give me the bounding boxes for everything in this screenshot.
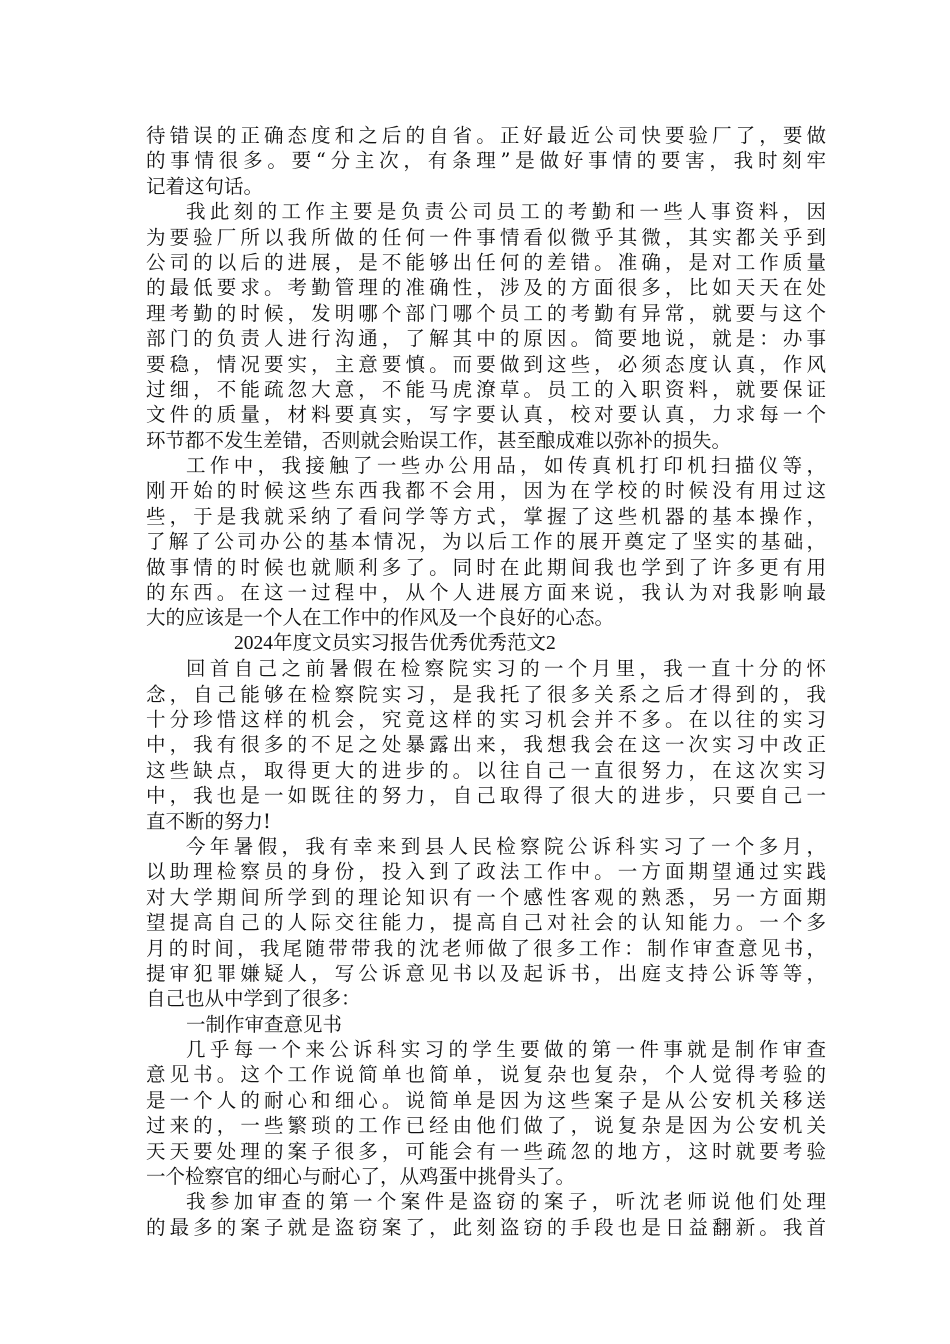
text-line: 天天要处理的案子很多，可能会有一些疏忽的地方，这时就要考验 bbox=[146, 1139, 826, 1163]
text-line: 中，我有很多的不足之处暴露出来，我想我会在这一次实习中改正 bbox=[146, 733, 826, 757]
section-heading bbox=[146, 631, 826, 656]
text-line: 理考勤的时候，发明哪个部门哪个员工的考勤有异常，就要与这个 bbox=[146, 301, 826, 325]
text-line: 了解了公司办公的基本情况，为以后工作的展开奠定了坚实的基础， bbox=[146, 530, 826, 554]
text-line: 我参加审查的第一个案件是盗窃的案子，听沈老师说他们处理 bbox=[186, 1190, 826, 1214]
text-line: 过来的，一些繁琐的工作已经由他们做了，说复杂是因为公安机关 bbox=[146, 1114, 826, 1138]
text-line: 些，于是我就采纳了看问学等方式，掌握了这些机器的基本操作， bbox=[146, 504, 826, 528]
text-line: 直不断的努力! bbox=[146, 809, 271, 833]
text-line: 望提高自己的人际交往能力，提高自己对社会的认知能力。一个多 bbox=[146, 911, 826, 935]
document-page bbox=[146, 123, 826, 1240]
text-line: 以助理检察员的身份，投入到了政法工作中。一方面期望通过实践 bbox=[146, 860, 826, 884]
text-line: 刚开始的时候这些东西我都不会用，因为在学校的时候没有用过这 bbox=[146, 479, 826, 503]
text-line: 这些缺点，取得更大的进步的。以往自己一直很努力，在这次实习 bbox=[146, 758, 826, 782]
text-line: 环节都不发生差错，否则就会贻误工作，甚至酿成难以弥补的损失。 bbox=[146, 428, 732, 452]
text-line: 公司的以后的进展，是不能够出任何的差错。准确，是对工作质量 bbox=[146, 250, 826, 274]
text-line: 2024年度文员实习报告优秀优秀范文2 bbox=[234, 632, 556, 654]
text-line: 一制作审查意见书 bbox=[186, 1012, 343, 1036]
text-line: 是一个人的耐心和细心。说简单是因为这些案子是从公安机关移送 bbox=[146, 1088, 826, 1112]
text-line: 几乎每一个来公诉科实习的学生要做的第一件事就是制作审查 bbox=[186, 1038, 826, 1062]
text-line: 的东西。在这一过程中，从个人进展方面来说，我认为对我影响最 bbox=[146, 581, 826, 605]
text-line: 中，我也是一如既往的努力，自己取得了很大的进步，只要自己一 bbox=[146, 784, 826, 808]
body-paragraph bbox=[146, 123, 826, 199]
text-line: 一个检察官的细心与耐心了，从鸡蛋中挑骨头了。 bbox=[146, 1165, 576, 1189]
text-line: 为要验厂所以我所做的任何一件事情看似微乎其微，其实都关乎到 bbox=[146, 225, 826, 249]
body-paragraph bbox=[146, 834, 826, 1012]
body-paragraph bbox=[146, 1189, 826, 1240]
text-line: 文件的质量，材料要真实，写字要认真，校对要认真，力求每一个 bbox=[146, 403, 826, 427]
text-line: 我此刻的工作主要是负责公司员工的考勤和一些人事资料，因 bbox=[186, 200, 826, 224]
text-line: 念，自己能够在检察院实习，是我托了很多关系之后才得到的，我 bbox=[146, 682, 826, 706]
body-paragraph bbox=[146, 1037, 826, 1189]
text-line: 提审犯罪嫌疑人，写公诉意见书以及起诉书，出庭支持公诉等等， bbox=[146, 961, 826, 985]
text-line: 要稳，情况要实，主意要慎。而要做到这些，必须态度认真，作风 bbox=[146, 352, 826, 376]
text-line: 月的时间，我尾随带带我的沈老师做了很多工作：制作审查意见书， bbox=[146, 936, 826, 960]
text-line: 待错误的正确态度和之后的自省。正好最近公司快要验厂了，要做 bbox=[146, 124, 826, 147]
text-line: 大的应该是一个人在工作中的作风及一个良好的心态。 bbox=[146, 606, 615, 630]
body-paragraph bbox=[146, 453, 826, 631]
text-line: 回首自己之前暑假在检察院实习的一个月里，我一直十分的怀 bbox=[186, 657, 826, 681]
body-paragraph bbox=[146, 199, 826, 453]
text-line: 过细，不能疏忽大意，不能马虎潦草。员工的入职资料，就要保证 bbox=[146, 377, 826, 401]
text-line: 意见书。这个工作说简单也简单，说复杂也复杂，个人觉得考验的 bbox=[146, 1063, 826, 1087]
text-line: 记着这句话。 bbox=[146, 174, 264, 198]
text-line: 十分珍惜这样的机会，究竟这样的实习机会并不多。在以往的实习 bbox=[146, 707, 826, 731]
text-line: 部门的负责人进行沟通，了解其中的原因。简要地说，就是：办事 bbox=[146, 327, 826, 351]
text-line: 的最低要求。考勤管理的准确性，涉及的方面很多，比如天天在处 bbox=[146, 276, 826, 300]
body-paragraph bbox=[146, 656, 826, 834]
text-line: 工作中，我接触了一些办公用品，如传真机打印机扫描仪等， bbox=[186, 454, 826, 478]
text-line: 的事情很多。要“分主次，有条理”是做好事情的要害，我时刻牢 bbox=[146, 149, 826, 173]
text-line: 做事情的时候也就顺利多了。同时在此期间我也学到了许多更有用 bbox=[146, 555, 826, 579]
text-line: 今年暑假，我有幸来到县人民检察院公诉科实习了一个多月， bbox=[186, 834, 826, 858]
subsection-heading bbox=[146, 1012, 826, 1037]
text-line: 对大学期间所学到的理论知识有一个感性客观的熟悉，另一方面期 bbox=[146, 885, 826, 909]
text-line: 的最多的案子就是盗窃案了，此刻盗窃的手段也是日益翻新。我首 bbox=[146, 1215, 826, 1239]
text-line: 自己也从中学到了很多： bbox=[146, 987, 361, 1011]
